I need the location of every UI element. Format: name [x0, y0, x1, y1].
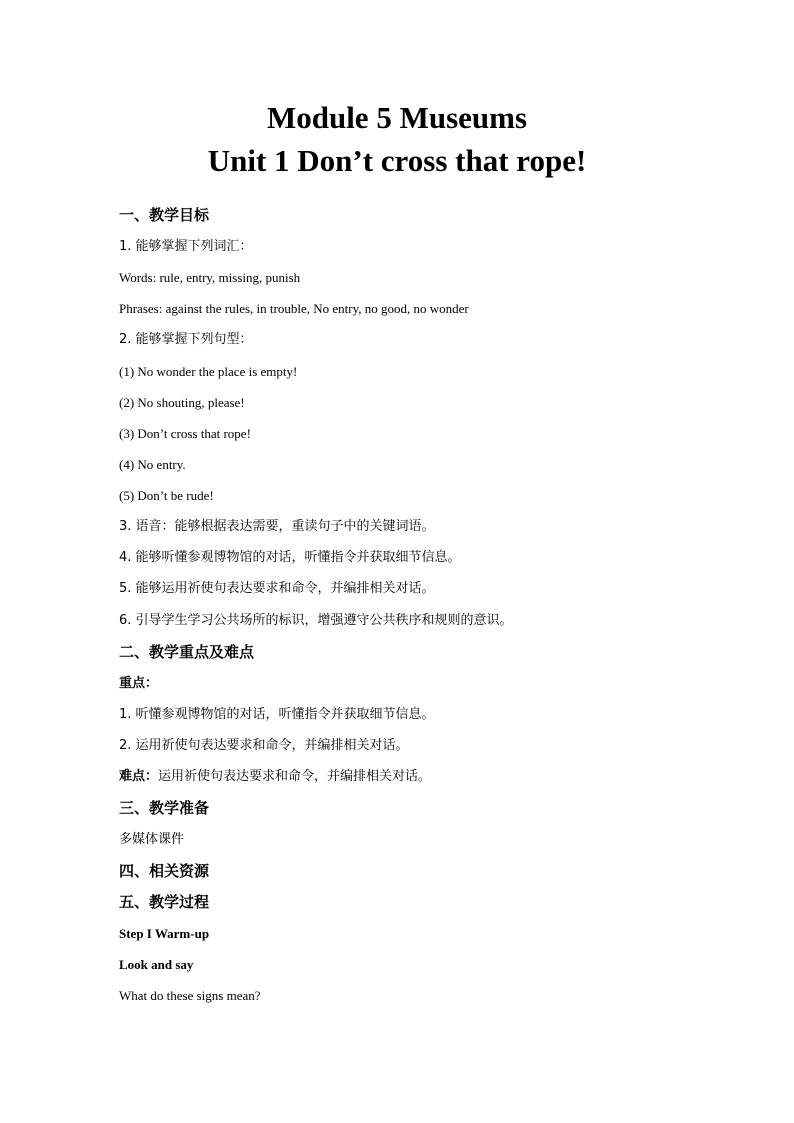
section1-heading: 一、教学目标: [119, 206, 210, 224]
difficult-label: 难点：: [119, 769, 159, 784]
section2-heading: 二、教学重点及难点: [119, 643, 255, 661]
key-points-label: 重点：: [119, 676, 159, 691]
objective-item-3: 3. 语音：能够根据表达需要，重读句子中的关键词语。: [119, 519, 435, 534]
sentence-4: (4) No entry.: [119, 457, 186, 472]
difficult-text: 运用祈使句表达要求和命令，并编排相关对话。: [158, 769, 432, 784]
objective-item-4: 4. 能够听懂参观博物馆的对话，听懂指令并获取细节信息。: [119, 550, 461, 565]
activity-question: What do these signs mean?: [119, 988, 261, 1003]
words-line: Words: rule, entry, missing, punish: [119, 270, 301, 285]
phrases-line: Phrases: against the rules, in trouble, No entry, no good, no wonder: [119, 301, 469, 316]
difficult-point: [119, 767, 431, 787]
objective-item-1: 1. 能够掌握下列词汇：: [119, 239, 253, 254]
step-title: Step I Warm-up: [119, 926, 210, 941]
section3-heading: 三、教学准备: [119, 799, 210, 817]
activity-title: Look and say: [119, 957, 194, 972]
sentence-2: (2) No shouting, please!: [119, 395, 245, 410]
key-point-1: 1. 听懂参观博物馆的对话，听懂指令并获取细节信息。: [119, 707, 435, 722]
sentence-1: (1) No wonder the place is empty!: [119, 364, 298, 379]
module-title: Module 5 Museums: [266, 100, 528, 135]
section4-heading: 四、相关资源: [119, 862, 210, 880]
preparation-text: 多媒体课件: [119, 832, 185, 847]
objective-item-2: 2. 能够掌握下列句型：: [119, 332, 253, 347]
unit-title: Unit 1 Don’t cross that rope!: [207, 143, 587, 178]
key-point-2: 2. 运用祈使句表达要求和命令，并编排相关对话。: [119, 738, 409, 753]
sentence-3: (3) Don’t cross that rope!: [119, 426, 251, 441]
objective-item-6: 6. 引导学生学习公共场所的标识，增强遵守公共秩序和规则的意识。: [119, 613, 513, 628]
objective-item-5: 5. 能够运用祈使句表达要求和命令，并编排相关对话。: [119, 581, 435, 596]
section5-heading: 五、教学过程: [119, 893, 210, 911]
sentence-5: (5) Don’t be rude!: [119, 488, 214, 503]
